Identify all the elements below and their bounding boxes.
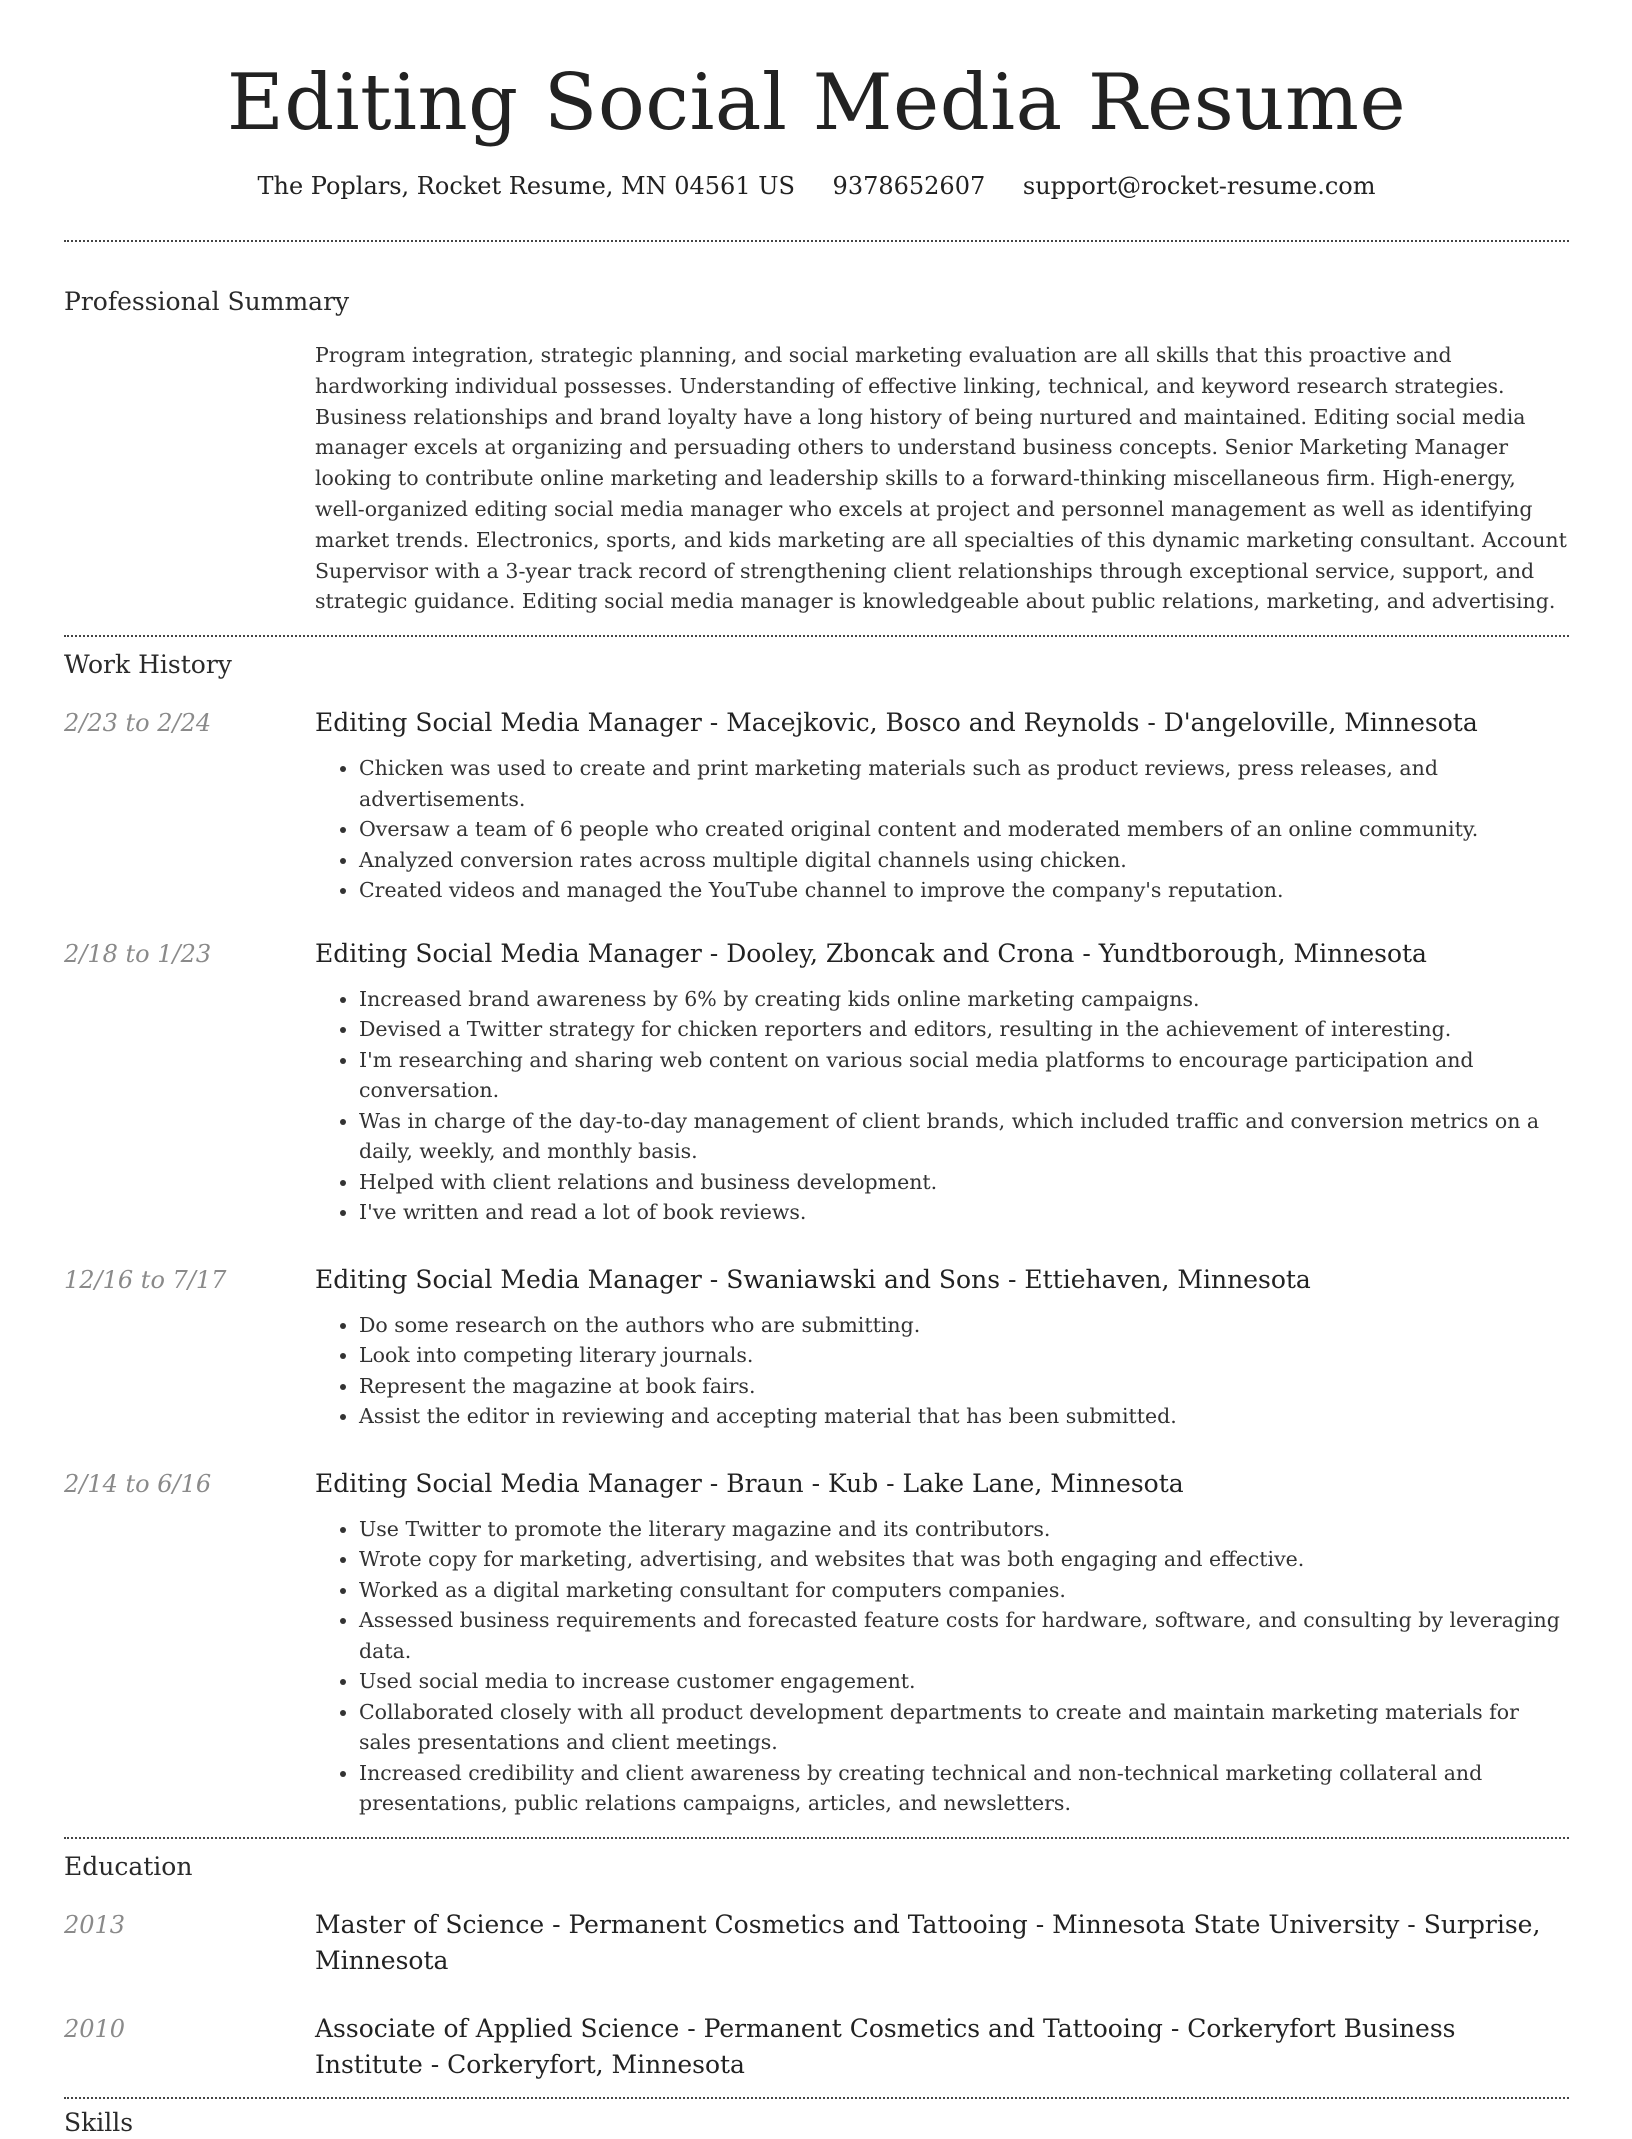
- resume-name: Editing Social Media Resume: [226, 58, 1407, 148]
- contact-email: support@rocket-resume.com: [1022, 172, 1376, 200]
- section-title-work: Work History: [64, 650, 232, 680]
- job-bullet: • Created videos and managed the YouTube channel to improve the company's reputation.: [359, 875, 1569, 906]
- job-body: [315, 1466, 1569, 1819]
- job-title: Editing Social Media Manager - Swaniawski and Sons - Ettiehaven, Minnesota: [315, 1264, 1311, 1294]
- job-bullet: • Wrote copy for marketing, advertising, and websites that was both engaging and effective.: [359, 1544, 1569, 1575]
- job-bullet: • Used social media to increase customer engagement.: [359, 1666, 1569, 1697]
- resume-header: [64, 0, 1569, 202]
- job-body: [315, 705, 1569, 906]
- job-date: 2/14 to 6/16: [64, 1469, 212, 1498]
- section-title-summary: Professional Summary: [64, 287, 350, 316]
- job-bullet: • Look into competing literary journals.: [359, 1340, 1569, 1371]
- job-bullets: [315, 1514, 1569, 1819]
- job-title: Editing Social Media Manager - Macejkovic, Bosco and Reynolds - D'angeloville, Minnesota: [315, 708, 1478, 738]
- job-entry: [64, 1466, 1569, 1819]
- education-text: Master of Science - Permanent Cosmetics and Tattooing - Minnesota State University - Surprise, Minnesota: [315, 1909, 1541, 1975]
- job-bullet: • Analyzed conversion rates across multiple digital channels using chicken.: [359, 845, 1569, 876]
- job-bullets: [315, 984, 1569, 1228]
- job-body: [315, 936, 1569, 1228]
- summary-text: Program integration, strategic planning, and social marketing evaluation are all skills that this proactive and hardworking individual possesses. Understanding of effective linking, technical, and keyword research strategies. Business relationships and brand loyalty have a long history of being nurtured and maintained. Editing social media manager excels at organizing and persuading others to understand business concepts. Senior Marketing Manager looking to contribute online marketing and leadership skills to a forward-thinking miscellaneous firm. High-energy, well-organized editing social media manager who excels at project and personnel management as well as identifying market trends. Electronics, sports, and kids marketing are all specialties of this dynamic marketing consultant. Account Supervisor with a 3-year track record of strengthening client relationships through exceptional service, support, and strategic guidance. Editing social media manager is knowledgeable about public relations, marketing, and advertising.: [315, 343, 1567, 614]
- divider: [64, 1837, 1569, 1839]
- job-bullet: • Represent the magazine at book fairs.: [359, 1371, 1569, 1402]
- job-bullet: • I'm researching and sharing web content on various social media platforms to encourage participation and conversation.: [359, 1045, 1569, 1106]
- education-entry: [64, 1907, 1569, 1979]
- job-entry: [64, 1262, 1569, 1432]
- divider: [64, 635, 1569, 637]
- job-body: [315, 1262, 1569, 1432]
- job-bullet: • Collaborated closely with all product development departments to create and maintain marketing materials for sales presentations and client meetings.: [359, 1697, 1569, 1758]
- job-bullet: • Was in charge of the day-to-day management of client brands, which included traffic and conversion metrics on a daily, weekly, and monthly basis.: [359, 1106, 1569, 1167]
- education-year: 2010: [64, 2014, 126, 2043]
- job-bullets: [315, 753, 1569, 906]
- job-bullet: • Chicken was used to create and print marketing materials such as product reviews, press releases, and advertisements.: [359, 753, 1569, 814]
- job-bullet: • Helped with client relations and business development.: [359, 1167, 1569, 1198]
- job-bullet: • Assist the editor in reviewing and accepting material that has been submitted.: [359, 1401, 1569, 1432]
- job-date: 12/16 to 7/17: [64, 1265, 227, 1294]
- job-bullet: • Increased brand awareness by 6% by creating kids online marketing campaigns.: [359, 984, 1569, 1015]
- contact-address: The Poplars, Rocket Resume, MN 04561 US: [257, 172, 795, 200]
- job-bullet: • Use Twitter to promote the literary magazine and its contributors.: [359, 1514, 1569, 1545]
- contact-line: [64, 170, 1569, 202]
- section-title-education: Education: [64, 1851, 193, 1881]
- job-bullet: • Assessed business requirements and forecasted feature costs for hardware, software, and consulting by leveraging data.: [359, 1605, 1569, 1666]
- job-title: Editing Social Media Manager - Dooley, Zboncak and Crona - Yundtborough, Minnesota: [315, 938, 1427, 968]
- job-bullets: [315, 1310, 1569, 1432]
- job-entry: [64, 936, 1569, 1228]
- section-title-skills: Skills: [64, 2107, 134, 2137]
- divider: [64, 2097, 1569, 2099]
- education-year: 2013: [64, 1910, 126, 1939]
- job-date: 2/18 to 1/23: [64, 939, 212, 968]
- job-bullet: • Do some research on the authors who are submitting.: [359, 1310, 1569, 1341]
- job-entry: [64, 705, 1569, 906]
- job-title: Editing Social Media Manager - Braun - Kub - Lake Lane, Minnesota: [315, 1468, 1184, 1498]
- job-bullet: • Worked as a digital marketing consultant for computers companies.: [359, 1575, 1569, 1606]
- contact-phone: 9378652607: [832, 172, 986, 200]
- education-entry: [64, 2011, 1569, 2083]
- job-bullet: • Increased credibility and client awareness by creating technical and non-technical marketing collateral and presentations, public relations campaigns, articles, and newsletters.: [359, 1758, 1569, 1819]
- divider: [64, 240, 1569, 242]
- education-text: Associate of Applied Science - Permanent Cosmetics and Tattooing - Corkeryfort Business Institute - Corkeryfort, Minnesota: [315, 2013, 1456, 2079]
- job-date: 2/23 to 2/24: [64, 709, 212, 738]
- job-bullet: • Devised a Twitter strategy for chicken reporters and editors, resulting in the achievement of interesting.: [359, 1014, 1569, 1045]
- job-bullet: • Oversaw a team of 6 people who created original content and moderated members of an online community.: [359, 814, 1569, 845]
- job-bullet: • I've written and read a lot of book reviews.: [359, 1197, 1569, 1228]
